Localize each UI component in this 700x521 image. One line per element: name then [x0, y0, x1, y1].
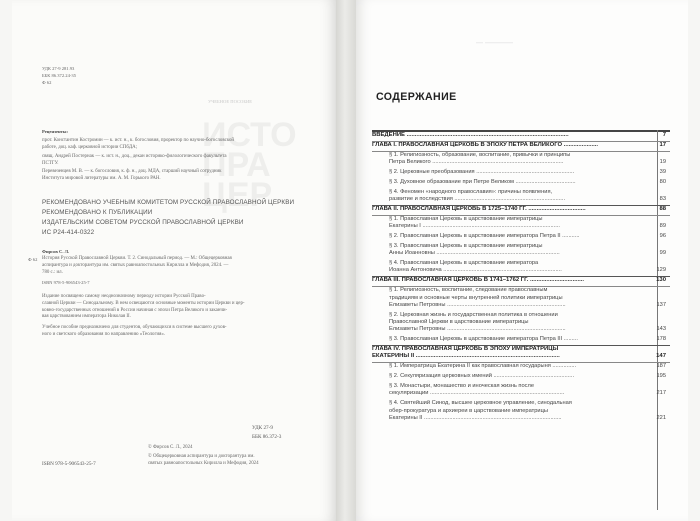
toc-divider [372, 141, 670, 142]
toc-row-text [389, 189, 670, 204]
toc-page-number: 129 [656, 267, 666, 274]
toc-divider [372, 215, 670, 216]
toc-row-line: § 3. Православная Церковь в царствование императрицы [389, 243, 543, 249]
toc-section-row [372, 373, 670, 380]
toc-chapter-row [372, 142, 670, 149]
toc-row-line: традициям и основные черты внутренней политики императрицы [389, 294, 563, 301]
toc-row-line: § 3. Православная Церковь в царствование императора Петра III ......... [389, 336, 578, 343]
toc-row-line: ГЛАВА II. ПРАВОСЛАВНАЯ ЦЕРКОВЬ В 1725–1740 ГГ. ................................... [372, 206, 586, 212]
toc-divider [372, 151, 670, 152]
toc-row-line: Екатерины I ....................................................................................... [389, 223, 560, 230]
toc-row-line: § 2. Церковные преобразования .............................................................. [389, 169, 575, 175]
left-page-copyright [12, 0, 336, 521]
toc-page-number: 147 [656, 353, 666, 360]
toc-row-line: ЕКАТЕРИНЫ II ........................................................................................ [372, 353, 560, 360]
cip-code-udk: УДК 27-9 281.93 [42, 66, 75, 71]
toc-page-number: 143 [656, 326, 666, 333]
toc-page-number: 187 [656, 363, 666, 370]
toc-row-line: ГЛАВА I. ПРАВОСЛАВНАЯ ЦЕРКОВЬ В ЭПОХУ ПЕТРА ВЕЛИКОГО ..................... [372, 141, 599, 148]
toc-row-text [372, 142, 670, 149]
toc-page-number: 19 [659, 159, 666, 166]
toc-row-line: ВВЕДЕНИЕ ................................................................................................... [372, 132, 569, 138]
isbn-bottom: ISBN 978-5-906543-25-7 [42, 461, 96, 467]
toc-row-text [389, 216, 670, 231]
bibliographic-description: История Русской Православной Церкви. Т. 2. Синодальный период. — М.: Общецерковная аспирантура и докторантура им. святых равноапостольных Кирилла и Мефодия, 2024. — 780 с.: ил. [42, 256, 232, 275]
toc-section-row [372, 312, 670, 334]
toc-chapter-row [372, 277, 670, 284]
toc-page-number: 217 [656, 390, 666, 397]
toc-section-row [372, 189, 670, 204]
author-name: Фирсов С. Л. [42, 249, 70, 254]
toc-row-line: Анны Иоанновны .............................................................................. [389, 250, 560, 257]
toc-page-number: 89 [659, 223, 666, 230]
toc-row-line: ГЛАВА III. ПРАВОСЛАВНАЯ ЦЕРКОВЬ В 1741–1762 ГГ. ................................. [372, 277, 585, 284]
bleed-through-mark: — ———— [476, 40, 513, 47]
toc-page-number: 178 [656, 336, 666, 343]
toc-page-number: 83 [659, 196, 666, 203]
toc-row-text [372, 277, 670, 284]
toc-row-line: Елизаветы Петровны ........................................................................... [389, 301, 566, 308]
toc-row-text [372, 206, 670, 213]
toc-row-text [389, 363, 670, 370]
toc-divider [372, 362, 670, 363]
isbn-middle: ISBN 978-5-906543-25-7 [42, 280, 90, 285]
copyright-block: © Фирсов С. Л., 2024 © Общецерковная аспирантура и докторантура им. святых равноапостольных Кирилла и Мефодия, 2024 [148, 445, 259, 466]
toc-section-row [372, 216, 670, 231]
toc-row-line: Петра Великого ................................................................................... [389, 159, 564, 166]
reviewer-2: свящ. Андрей Постернак — к. ист. н., доц., декан историко-филологического факультета ПСТГУ. [42, 154, 227, 166]
toc-row-line: § 1. Императрица Екатерина II как православная государыня ............... [389, 363, 577, 370]
toc-row-text [389, 373, 670, 380]
toc-page-number: 17 [659, 141, 666, 148]
toc-section-row [372, 152, 670, 167]
toc-row-text [389, 287, 670, 309]
toc-row-line: § 1. Православная Церковь в царствование императрицы [389, 215, 543, 222]
recommended-line-2: РЕКОМЕНДОВАНО К ПУБЛИКАЦИИ [42, 209, 153, 216]
toc-row-line: § 2. Секуляризация церковных имений ................................................... [389, 373, 575, 380]
toc-page-number: 39 [659, 169, 666, 175]
toc-page-number: 221 [656, 414, 666, 421]
toc-chapter-row [372, 206, 670, 213]
toc-row-line: секуляризации ..................................................................................... [389, 390, 565, 397]
toc-row-text [389, 336, 670, 343]
toc-row-text [372, 132, 670, 139]
reviewer-1: прот. Константин Костромин — к. ист. н., к. богословия, проректор по научно-богословской работе, доц. каф. церковной истории СПбДА; [42, 138, 235, 150]
toc-row-line: § 1. Религиозность, образование, воспитание, привычки и принципы [389, 151, 571, 158]
toc-row-line: § 2. Церковная жизнь и государственная политика в отношении [389, 311, 558, 318]
toc-row-line: развитие и последствия ...................................................................... [389, 196, 566, 203]
toc-chapter-row [372, 132, 670, 139]
toc-section-row [372, 383, 670, 398]
bleed-through-text: ИСТО ПРА ЦЕР [202, 116, 297, 214]
toc-page-number: 96 [659, 233, 666, 240]
toc-section-row [372, 336, 670, 343]
toc-page-number: 195 [656, 373, 666, 380]
toc-row-text [389, 152, 670, 167]
toc-section-row [372, 169, 670, 176]
biblio-code: Ф 62 [28, 257, 38, 262]
toc-page-number: 88 [659, 206, 666, 212]
toc-row-text [389, 243, 670, 258]
toc-row-line: ГЛАВА IV. ПРАВОСЛАВНАЯ ЦЕРКОВЬ В ЭПОХУ ИМПЕРАТРИЦЫ [372, 346, 559, 353]
toc-row-line: § 3. Духовное образование при Петре Великом ...................................... [389, 178, 576, 185]
toc-divider [372, 205, 670, 206]
toc-section-row [372, 243, 670, 258]
toc-row-line: § 4. Православная Церковь в царствование императора [389, 260, 539, 267]
toc-divider [372, 345, 670, 346]
toc-section-row [372, 179, 670, 186]
toc-section-row [372, 287, 670, 309]
recommended-line-1: РЕКОМЕНДОВАНО УЧЕБНЫМ КОМИТЕТОМ РУССКОЙ ПРАВОСЛАВНОЙ ЦЕРКВИ [42, 199, 295, 206]
toc-row-line: § 3. Монастыри, монашество и иноческая жизнь после [389, 383, 534, 390]
toc-section-row [372, 400, 670, 422]
toc-row-line: § 2. Православная Церковь в царствование императора Петра II ........... [389, 233, 580, 240]
toc-row-line: Екатерины II ....................................................................................... [389, 414, 562, 421]
toc-row-text [389, 233, 670, 240]
book-gutter [336, 0, 356, 521]
toc-row-text [389, 383, 670, 398]
toc-row-text [389, 260, 670, 275]
toc-row-text [389, 312, 670, 334]
toc-row-line: Иоанна Антоновича ........................................................................... [389, 267, 562, 274]
right-page-contents [356, 0, 688, 521]
toc-row-line: § 4. Феномен «народного православия»: причины появления, [389, 188, 553, 195]
toc-row-line: § 4. Святейший Синод, высшее церковное управление, синодальная [389, 400, 572, 407]
toc-row-text [389, 400, 670, 422]
toc-page-number: 99 [659, 250, 666, 257]
toc-section-row [372, 233, 670, 240]
toc-row-line: обер-прокуратура и архиереи в царствование императрицы [389, 407, 548, 414]
annotation-text: Издание посвящено самому неоднозначному периоду истории Русской Право- славной Церкви — Синодальному. В нем освещаются основные моменты истории Церкви и цер- ковно-государственных отношений в России начиная с эпохи Петра Великого и заканчи- вая царствованием императора Николая II. [42, 294, 245, 320]
audience-text: Учебное пособие предназначено для студентов, обучающихся в системе высшего духов- ного и светского образования по направлению «Теология». [42, 325, 227, 337]
reviewer-3: Перевезенцев М. В. — к. богословия, к. ф. н., доц. МДА, старший научный сотрудник Института мировой литературы им. А. М. Горького РАН. [42, 169, 222, 181]
bbk-bottom: ББК 86.372-3 [252, 434, 282, 440]
toc-row-text [389, 179, 670, 186]
toc-row-line: Православной Церкви в царствование императрицы [389, 319, 529, 326]
toc-section-row [372, 363, 670, 370]
udc-bottom: УДК 27-9 [252, 425, 273, 431]
faint-series-label: УЧЕБНОЕ ПОСОБИЕ [208, 99, 253, 104]
toc-row-line: § 1. Религиозность, воспитание, следование православным [389, 287, 548, 294]
toc-page-number: 80 [659, 178, 666, 185]
toc-row-text [372, 346, 670, 361]
toc-title: СОДЕРЖАНИЕ [376, 91, 457, 103]
toc-divider [372, 286, 670, 287]
cip-code-bbk: ББК 86.372.24-35 [42, 73, 76, 78]
toc-section-row [372, 260, 670, 275]
cip-code-f: Ф 62 [42, 80, 52, 85]
publishing-code: ИС Р24-414-0322 [42, 229, 95, 236]
recommended-line-3: ИЗДАТЕЛЬСКИМ СОВЕТОМ РУССКОЙ ПРАВОСЛАВНОЙ ЦЕРКВИ [42, 219, 244, 226]
toc-page-number: 130 [656, 277, 666, 284]
toc-page-number: 7 [662, 132, 666, 138]
toc-divider [372, 276, 670, 277]
toc-row-line: Елизаветы Петровны ........................................................................... [389, 326, 566, 333]
toc-page-number: 137 [656, 301, 666, 308]
reviewers-title: Рецензенты: [42, 129, 69, 134]
toc-chapter-row [372, 346, 670, 361]
toc-row-text [389, 169, 670, 176]
